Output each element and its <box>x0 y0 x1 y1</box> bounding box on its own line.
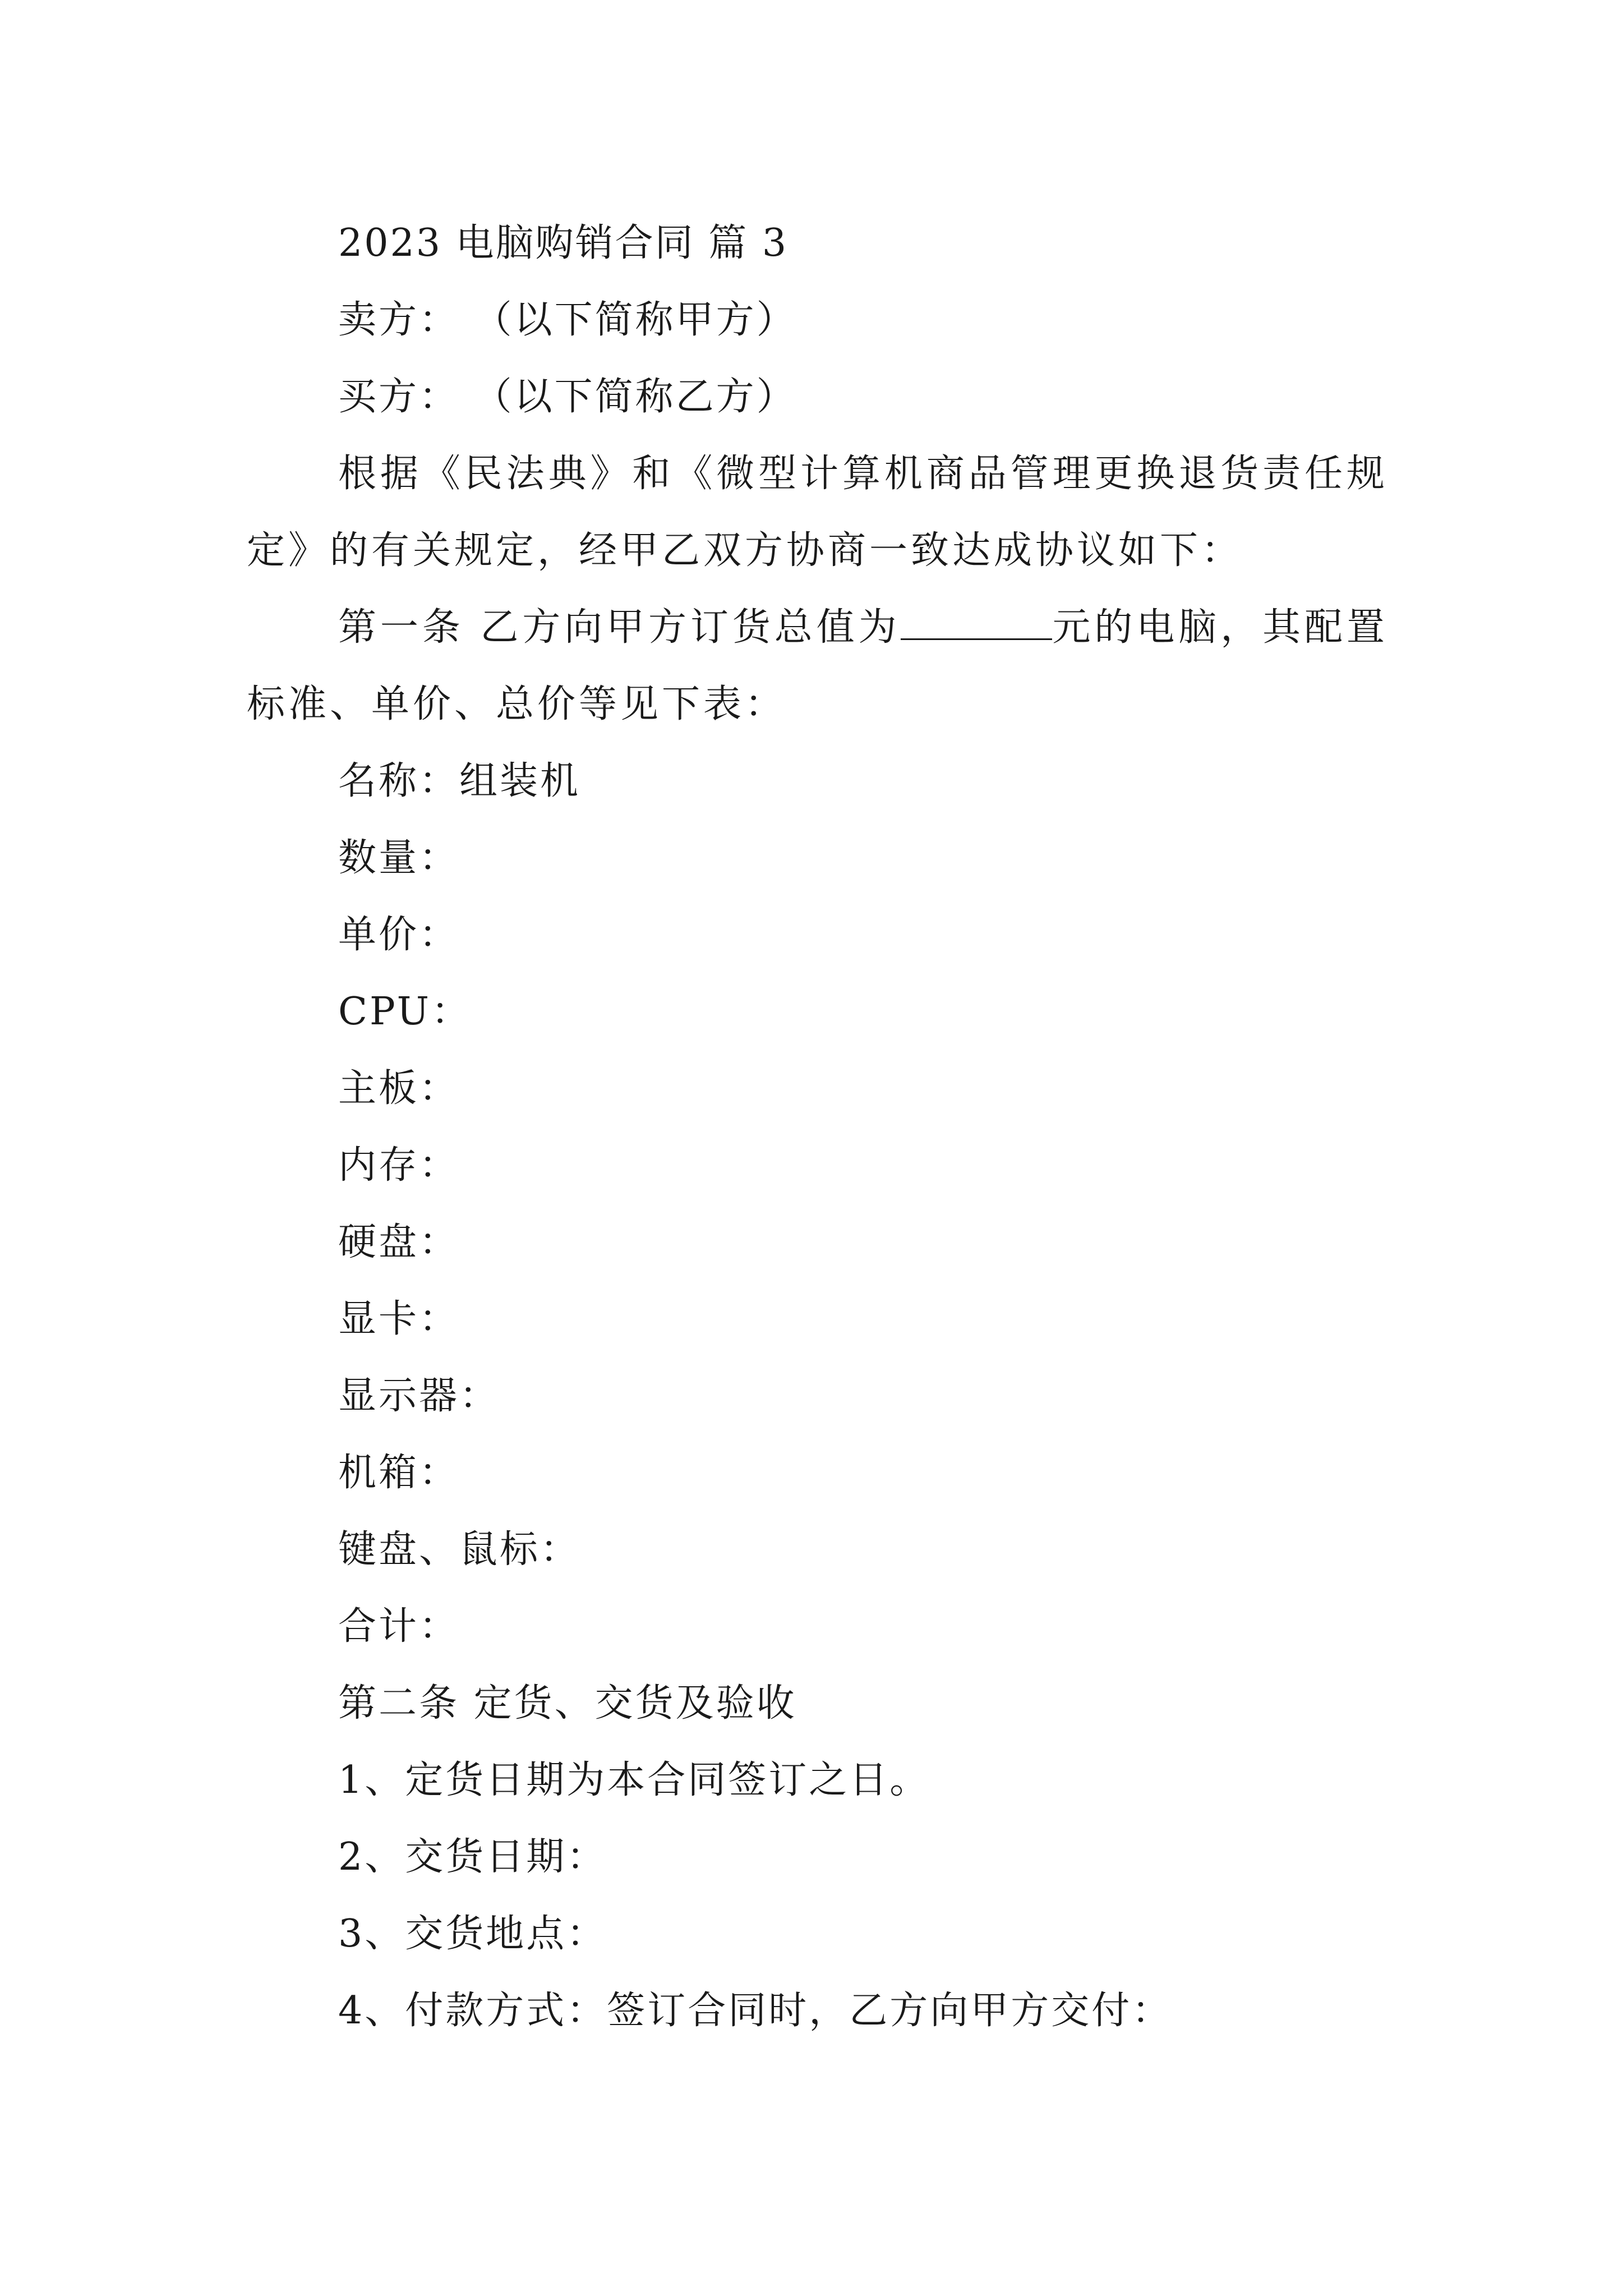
spec-hard-disk: 硬盘： <box>338 1220 460 1264</box>
spec-total: 合计： <box>338 1604 460 1649</box>
spec-unit-price: 单价： <box>338 913 460 957</box>
contract-title: 2023 电脑购销合同 篇 3 <box>338 221 789 265</box>
total-value-blank <box>901 605 1052 640</box>
article-2-item-4: 4、付款方式：签订合同时，乙方向甲方交付： <box>338 1989 1173 2033</box>
article-2-item-1: 1、定货日期为本合同签订之日。 <box>338 1758 930 1802</box>
spec-memory: 内存： <box>338 1143 460 1188</box>
article-2-title: 第二条 定货、交货及验收 <box>338 1681 797 1726</box>
article-1-text-before: 第一条 乙方向甲方订货总值为 <box>338 605 901 650</box>
spec-cpu: CPU： <box>338 990 472 1034</box>
intro-paragraph: 根据《民法典》和《微型计算机商品管理更换退货责任规定》的有关规定，经甲乙双方协商一致达成协议如下： <box>247 452 1388 573</box>
article-1-paragraph <box>247 589 1388 743</box>
article-2-item-3: 3、交货地点： <box>338 1912 607 1956</box>
spec-quantity: 数量： <box>338 836 460 880</box>
article-1-text-after: 元的电脑，其配置标准、单价、总价等见下表： <box>247 605 1388 726</box>
spec-motherboard: 主板： <box>338 1066 460 1111</box>
spec-keyboard-mouse: 键盘、鼠标： <box>338 1527 581 1572</box>
buyer-line: 买方： （以下简称乙方） <box>338 375 797 419</box>
spec-graphics-card: 显卡： <box>338 1297 460 1341</box>
spec-name: 名称：组装机 <box>338 759 581 803</box>
document-body <box>247 205 1388 2049</box>
spec-monitor: 显示器： <box>338 1374 500 1418</box>
seller-line: 卖方： （以下简称甲方） <box>338 298 797 342</box>
spec-case: 机箱： <box>338 1451 460 1495</box>
article-2-item-2: 2、交货日期： <box>338 1835 607 1879</box>
